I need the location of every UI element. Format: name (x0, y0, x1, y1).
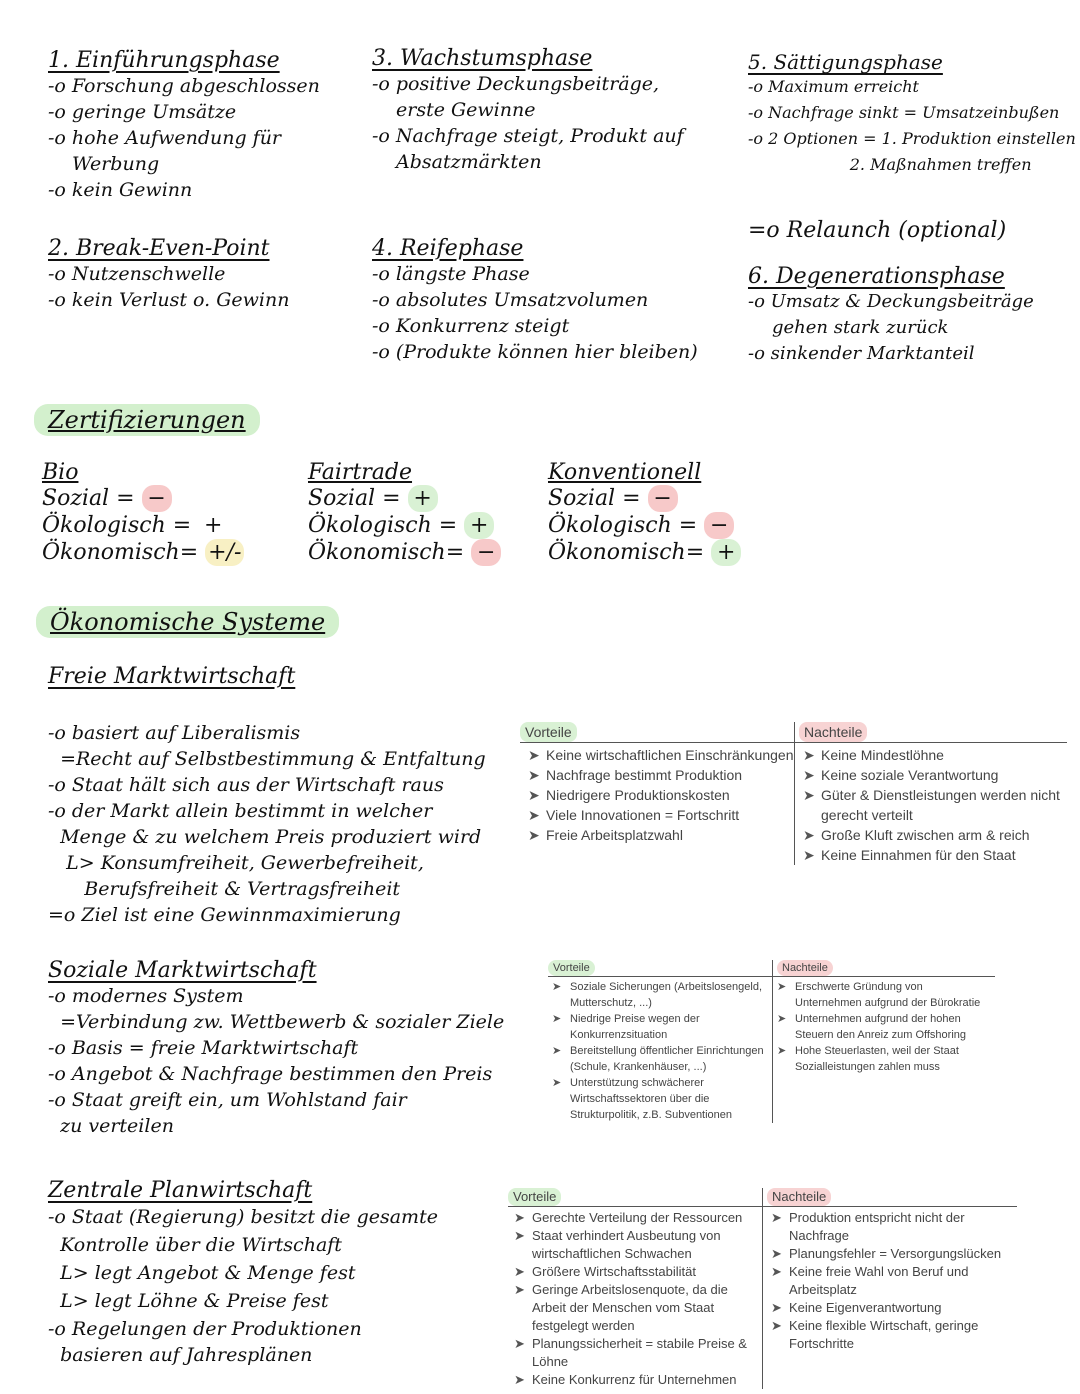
list-item: ➤ Planungssicherheit = stabile Preise & Löhne (532, 1335, 758, 1371)
phase-3 (372, 46, 684, 175)
phase-1 (48, 48, 320, 203)
cert-label: Ökologisch (42, 513, 166, 538)
list-item: ➤ Niedrige Preise wegen der Konkurrenzsituation (570, 1011, 766, 1043)
list-item: ➤ Unterstützung schwächerer Wirtschaftssektoren über die Strukturpolitik, z.B. Subventionen (570, 1075, 766, 1123)
note-line: L> Konsumfreiheit, Gewerbefreiheit, (48, 852, 424, 874)
phase-line: -o Forschung abgeschlossen (48, 75, 320, 97)
nachteile-label: Nachteile (799, 722, 867, 742)
system-title: Soziale Marktwirtschaft (48, 958, 317, 983)
phase-5 (748, 50, 1076, 178)
cert-label: Ökonomisch (308, 540, 446, 565)
phase-line: -o absolutes Umsatzvolumen (372, 289, 649, 311)
vorteile-label: Vorteile (520, 722, 577, 742)
phase-6 (748, 264, 1034, 367)
phase-line: Werbung (72, 153, 160, 175)
phase-line: -o kein Gewinn (48, 179, 193, 201)
cert-konventionell: Konventionell Sozial = − Ökologisch = − Ökonomisch= + (548, 460, 741, 566)
nachteile-label: Nachteile (777, 960, 833, 976)
list-item: ➤ Keine Konkurrenz für Unternehmen (532, 1371, 758, 1389)
list-item: ➤ Keine wirtschaftlichen Einschränkungen (546, 745, 794, 765)
note-line: -o basiert auf Liberalismis (48, 722, 301, 744)
list-item: ➤ Niedrigere Produktionskosten (546, 785, 794, 805)
note-line: =Recht auf Selbstbestimmung & Entfaltung (48, 748, 486, 770)
system-freie-notes (48, 720, 486, 928)
nachteile-label: Nachteile (767, 1188, 831, 1206)
phase-title: 3. Wachstumsphase (372, 46, 593, 71)
cert-title: Fairtrade (308, 460, 413, 485)
phase-4 (372, 236, 698, 365)
list-item: ➤ Produktion entspricht nicht der Nachfrage (789, 1209, 1013, 1245)
phase-line: -o Nachfrage steigt, Produkt auf (372, 125, 684, 147)
cert-value: + (464, 512, 494, 539)
list-item: ➤ Staat verhindert Ausbeutung von wirtschaftlichen Schwachen (532, 1227, 758, 1263)
system-freie (48, 664, 295, 689)
cert-value: + (204, 513, 223, 538)
phase-line: -o kein Verlust o. Gewinn (48, 289, 290, 311)
list-item: ➤ Keine Eigenverantwortung (789, 1299, 1013, 1317)
systems-heading: Ökonomische Systeme (36, 606, 339, 638)
phase-line: erste Gewinne (396, 99, 536, 121)
cert-bio: Bio Sozial = − Ökologisch = + Ökonomisch= +/- (42, 460, 244, 566)
list-item: ➤ Viele Innovationen = Fortschritt (546, 805, 794, 825)
note-line: Berufsfreiheit & Vertragsfreiheit (48, 878, 401, 900)
relaunch-note: =o Relaunch (optional) (748, 218, 1007, 243)
note-line: -o Staat (Regierung) besitzt die gesamte (48, 1206, 438, 1228)
list-item: ➤ Gerechte Verteilung der Ressourcen (532, 1209, 758, 1227)
phase-line: gehen stark zurück (772, 317, 949, 338)
note-line: -o modernes System (48, 985, 244, 1007)
list-item: ➤ Keine soziale Verantwortung (821, 765, 1067, 785)
list-item: ➤ Keine flexible Wirtschaft, geringe Fortschritte (789, 1317, 1013, 1353)
table-soziale (548, 960, 995, 1123)
cert-value: − (471, 539, 501, 566)
note-line: L> legt Löhne & Preise fest (48, 1290, 329, 1312)
phase-line: Absatzmärkten (396, 151, 542, 173)
system-soziale (48, 958, 504, 1139)
note-line: =Verbindung zw. Wettbewerb & sozialer Ziele (48, 1011, 505, 1033)
list-item: ➤ Keine Einnahmen für den Staat (821, 845, 1067, 865)
cert-value: − (648, 485, 678, 512)
note-line: L> legt Angebot & Menge fest (48, 1262, 356, 1284)
phase-line: 2. Maßnahmen treffen (748, 155, 1032, 174)
cert-label: Ökonomisch (42, 540, 180, 565)
cert-label: Ökologisch (308, 513, 432, 538)
phase-line: -o 2 Optionen = 1. Produktion einstellen (748, 129, 1076, 148)
list-item: ➤ Nachfrage bestimmt Produktion (546, 765, 794, 785)
note-line: -o der Markt allein bestimmt in welcher (48, 800, 433, 822)
note-line: -o Staat hält sich aus der Wirtschaft raus (48, 774, 444, 796)
phase-line: -o geringe Umsätze (48, 101, 237, 123)
note-line: basieren auf Jahresplänen (48, 1344, 313, 1366)
list-item: ➤ Unternehmen aufgrund der hohen Steuern den Anreiz zum Offshoring (795, 1011, 989, 1043)
phase-line: -o sinkender Marktanteil (748, 343, 975, 364)
list-item: ➤ Keine freie Wahl von Beruf und Arbeitsplatz (789, 1263, 1013, 1299)
cert-value: +/- (205, 539, 244, 566)
cert-label: Sozial (548, 486, 616, 511)
phase-line: -o Maximum erreicht (748, 77, 919, 96)
list-item: ➤ Soziale Sicherungen (Arbeitslosengeld, Mutterschutz, ...) (570, 979, 766, 1011)
list-item: ➤ Geringe Arbeitslosenquote, da die Arbeit der Menschen vom Staat festgelegt werden (532, 1281, 758, 1335)
phase-line: -o Konkurrenz steigt (372, 315, 570, 337)
system-title: Zentrale Planwirtschaft (48, 1178, 313, 1203)
note-line: zu verteilen (48, 1115, 174, 1137)
phase-line: -o (Produkte können hier bleiben) (372, 341, 698, 363)
phase-line: -o positive Deckungsbeiträge, (372, 73, 660, 95)
cert-title: Konventionell (548, 460, 702, 485)
vorteile-label: Vorteile (508, 1188, 561, 1206)
phase-title: 6. Degenerationsphase (748, 264, 1005, 289)
cert-label: Ökonomisch (548, 540, 686, 565)
note-line: -o Regelungen der Produktionen (48, 1318, 362, 1340)
zertifizierungen-heading: Zertifizierungen (34, 404, 260, 436)
cert-title: Bio (42, 460, 79, 485)
note-line: -o Staat greift ein, um Wohlstand fair (48, 1089, 407, 1111)
note-line: =o Ziel ist eine Gewinnmaximierung (48, 904, 401, 926)
phase-title: 1. Einführungsphase (48, 48, 280, 73)
phase-line: -o längste Phase (372, 263, 530, 285)
note-line: -o Basis = freie Marktwirtschaft (48, 1037, 359, 1059)
list-item: ➤ Keine Mindestlöhne (821, 745, 1067, 765)
phase-2 (48, 236, 289, 313)
phase-title: 2. Break-Even-Point (48, 236, 270, 261)
phase-line: -o hohe Aufwendung für (48, 127, 282, 149)
list-item: ➤ Güter & Dienstleistungen werden nicht gerecht verteilt (821, 785, 1067, 825)
note-line: -o Angebot & Nachfrage bestimmen den Preis (48, 1063, 493, 1085)
cert-label: Sozial (42, 486, 110, 511)
vorteile-label: Vorteile (548, 960, 595, 976)
list-item: ➤ Größere Wirtschaftsstabilität (532, 1263, 758, 1281)
cert-value: + (408, 485, 438, 512)
table-zentrale (508, 1188, 1017, 1389)
cert-value: − (704, 512, 734, 539)
system-title: Freie Marktwirtschaft (48, 664, 296, 689)
phase-title: 5. Sättigungsphase (748, 50, 943, 74)
cert-value: + (711, 539, 741, 566)
list-item: ➤ Bereitstellung öffentlicher Einrichtungen (Schule, Krankenhäuser, ...) (570, 1043, 766, 1075)
list-item: ➤ Hohe Steuerlasten, weil der Staat Sozialleistungen zahlen muss (795, 1043, 989, 1075)
phase-line: -o Nutzenschwelle (48, 263, 226, 285)
system-zentrale (48, 1178, 438, 1367)
cert-label: Ökologisch (548, 513, 672, 538)
list-item: ➤ Freie Arbeitsplatzwahl (546, 825, 794, 845)
list-item: ➤ Große Kluft zwischen arm & reich (821, 825, 1067, 845)
cert-fairtrade: Fairtrade Sozial = + Ökologisch = + Ökonomisch= − (308, 460, 501, 566)
cert-value: − (142, 485, 172, 512)
note-line: Kontrolle über die Wirtschaft (48, 1234, 342, 1256)
list-item: ➤ Planungsfehler = Versorgungslücken (789, 1245, 1013, 1263)
phase-title: 4. Reifephase (372, 236, 524, 261)
table-freie (520, 722, 1067, 865)
phase-line: -o Umsatz & Deckungsbeiträge (748, 291, 1034, 312)
list-item: ➤ Erschwerte Gründung von Unternehmen aufgrund der Bürokratie (795, 979, 989, 1011)
cert-label: Sozial (308, 486, 376, 511)
phase-line: -o Nachfrage sinkt = Umsatzeinbußen (748, 103, 1060, 122)
note-line: Menge & zu welchem Preis produziert wird (48, 826, 482, 848)
